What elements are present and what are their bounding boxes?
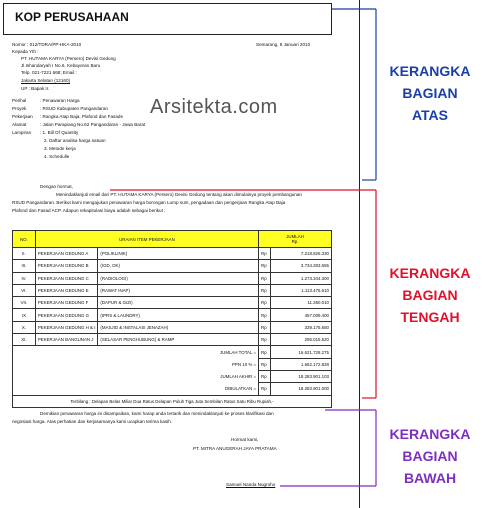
caption-kerangka-atas: KERANGKA BAGIAN ATAS [389,63,471,123]
recipient-line: PT. HUTAMA KARYA (Persero) Devisi Gedung [21,56,116,61]
row-sub: (IGD, OK) [98,260,259,272]
row-rp: Rp [259,260,271,272]
body-line: Menindaklanjuti email dari PT. HUTAMA KARYA (Persero) Devisi Gedung tentang akan dimulainya proyek pembangunan [56,192,302,197]
row-name: PEKERJAAN GEDUNG F [35,297,98,309]
row-value: 457.009.400 [270,309,331,321]
row-rp: Rp [259,321,271,333]
row-rp: Rp [259,297,271,309]
row-name: PEKERJAAN BANGUNAN J [35,334,98,346]
row-no: III. [13,260,36,272]
row-name: PEKERJAAN GEDUNG A [35,248,98,260]
detail-label: Lampiran [12,130,32,135]
letter-number: Nomor : 012/TDRA/PP-HKA-2010 [12,42,82,47]
recipient-line: Telp. 021-7221 668; Email : [21,70,77,75]
row-sub: (IPRS & LAUNDRY) [98,309,259,321]
summary-label: JUMLAH AKHIR = [13,370,259,382]
row-sub: (SELASAR PENGHUBUNG) & RAMP [98,334,259,346]
detail-label: Proyek [12,106,27,111]
row-name: PEKERJAAN GEDUNG B [35,260,98,272]
row-rp: Rp [259,248,271,260]
row-sub: (POLIKLINIK) [98,248,259,260]
row-name: PEKERJAAN GEDUNG E [35,284,98,296]
closing-salam: Hormat kami, [231,437,259,442]
summary-value: 16.621.728.275 [270,346,331,358]
greeting: Dengan hormat, [40,184,73,189]
row-value: 295.015.520 [270,334,331,346]
letter-date: Semarang, 8 Januari 2010 [256,42,311,47]
body-line: RSUD Pangandaran. Berikut kami mengajukan penawaran harga borongan Lump sum, pengadaan dan pengerjaan Rangka Atap Baja [12,200,286,205]
letterhead-title: KOP PERUSAHAAN [15,10,129,24]
summary-rp: Rp [259,383,271,395]
detail-value: : Jalan Parapiang No.62 Pangandaran - Jawa Barat [40,122,146,127]
row-value: 7.218.826.330 [270,248,331,260]
summary-label: JUMLAH TOTAL = [13,346,259,358]
row-rp: Rp [259,284,271,296]
row-value: 339.175.650 [270,321,331,333]
detail-value: : Rangka Atap Baja, Plafond dan Fasade [40,114,124,119]
row-name: PEKERJAAN GEDUNG C [35,272,98,284]
caption-kerangka-bawah: KERANGKA BAGIAN BAWAH [389,426,471,486]
detail-value: : RSUD Kabupaten Pangandaran [40,106,108,111]
row-no: VI. [13,284,36,296]
detail-label: Perihal [12,98,27,103]
row-no: II. [13,248,36,260]
row-rp: Rp [259,272,271,284]
row-name: PEKERJAAN GEDUNG G [35,309,98,321]
detail-label: Pekerjaan [12,114,33,119]
terbilang-text: Terbilang : Delapan Belas Miliar Dua Ratus Delapan Puluh Tiga Juta Sembilan Ratus Satu Ribu Rupiah,- [13,395,332,407]
row-no: IX [13,309,36,321]
row-sub: (RADIOLOGI) [98,272,259,284]
summary-label: DIBULATKAN = [13,383,259,395]
row-rp: Rp [259,309,271,321]
closing-line: Demikian penawaran harga ini disampaikan, kami harap anda tertarik dan menindaklanjuti ke proses klarifikasi dan [40,411,274,416]
row-sub: (MASJID & INSTALASI JENAZAH) [98,321,259,333]
summary-value: 18.283.901.103 [270,370,331,382]
closing-company: PT. MITRA ANUGERAH JAYA PRATAMA [193,446,277,451]
row-no: VII. [13,297,36,309]
row-no: IV. [13,272,36,284]
signer-name: Samuel Nanda Nugroho [226,482,276,487]
summary-value: 1.662.172.828 [270,358,331,370]
lampiran-item: 2. Daftar analisa harga satuan [44,138,106,143]
row-no: XI. [13,334,36,346]
lampiran-item: 3. Metode kerja [44,146,76,151]
row-rp: Rp [259,334,271,346]
summary-label: PPN 10 % = [13,358,259,370]
row-value: 11.360.010 [270,297,331,309]
recipient-line: Jl.Ishandaryah I No.6, Kebayoran Baru [21,63,101,68]
row-sub: (DAPUR & GIZI) [98,297,259,309]
row-value: 1.273.344.300 [270,272,331,284]
recipient-line: Jakarta Selatan (12160) [21,78,71,83]
recipient-line: UP : Bapak Ir. [21,86,50,91]
body-line: Plafond dan Fasad ACP. Adapun rekapitulasi biaya adalah sebagai berikut : [12,208,166,213]
header-no: NO. [13,231,36,248]
detail-value: : 1. Bill Of Quantity [40,130,79,135]
summary-rp: Rp [259,346,271,358]
watermark: Arsitekta.com [150,96,278,118]
caption-kerangka-tengah: KERANGKA BAGIAN TENGAH [389,265,471,325]
closing-line: negosiasi harga. Atas perhatian dan kerjasamanya kami ucapkan terima kasih. [12,419,173,424]
detail-label: Alamat [12,122,27,127]
row-sub: (RAWAT INAP) [98,284,259,296]
header-uraian: URAIAN ITEM PEKERJAAN [35,231,258,248]
summary-rp: Rp [259,370,271,382]
header-jumlah: JUMLAH Rp. [259,231,332,248]
detail-value: : Penawaran Harga [40,98,80,103]
kepada-label: Kepada Yth : [12,49,39,54]
row-name: PEKERJAAN GEDUNG H & I [35,321,98,333]
row-value: 1.113.475.610 [270,284,331,296]
lampiran-item: 4. Schedulle [44,154,70,159]
summary-value: 18.283.901.000 [270,383,331,395]
row-value: 3.734.283.655 [270,260,331,272]
row-no: X. [13,321,36,333]
summary-rp: Rp [259,358,271,370]
